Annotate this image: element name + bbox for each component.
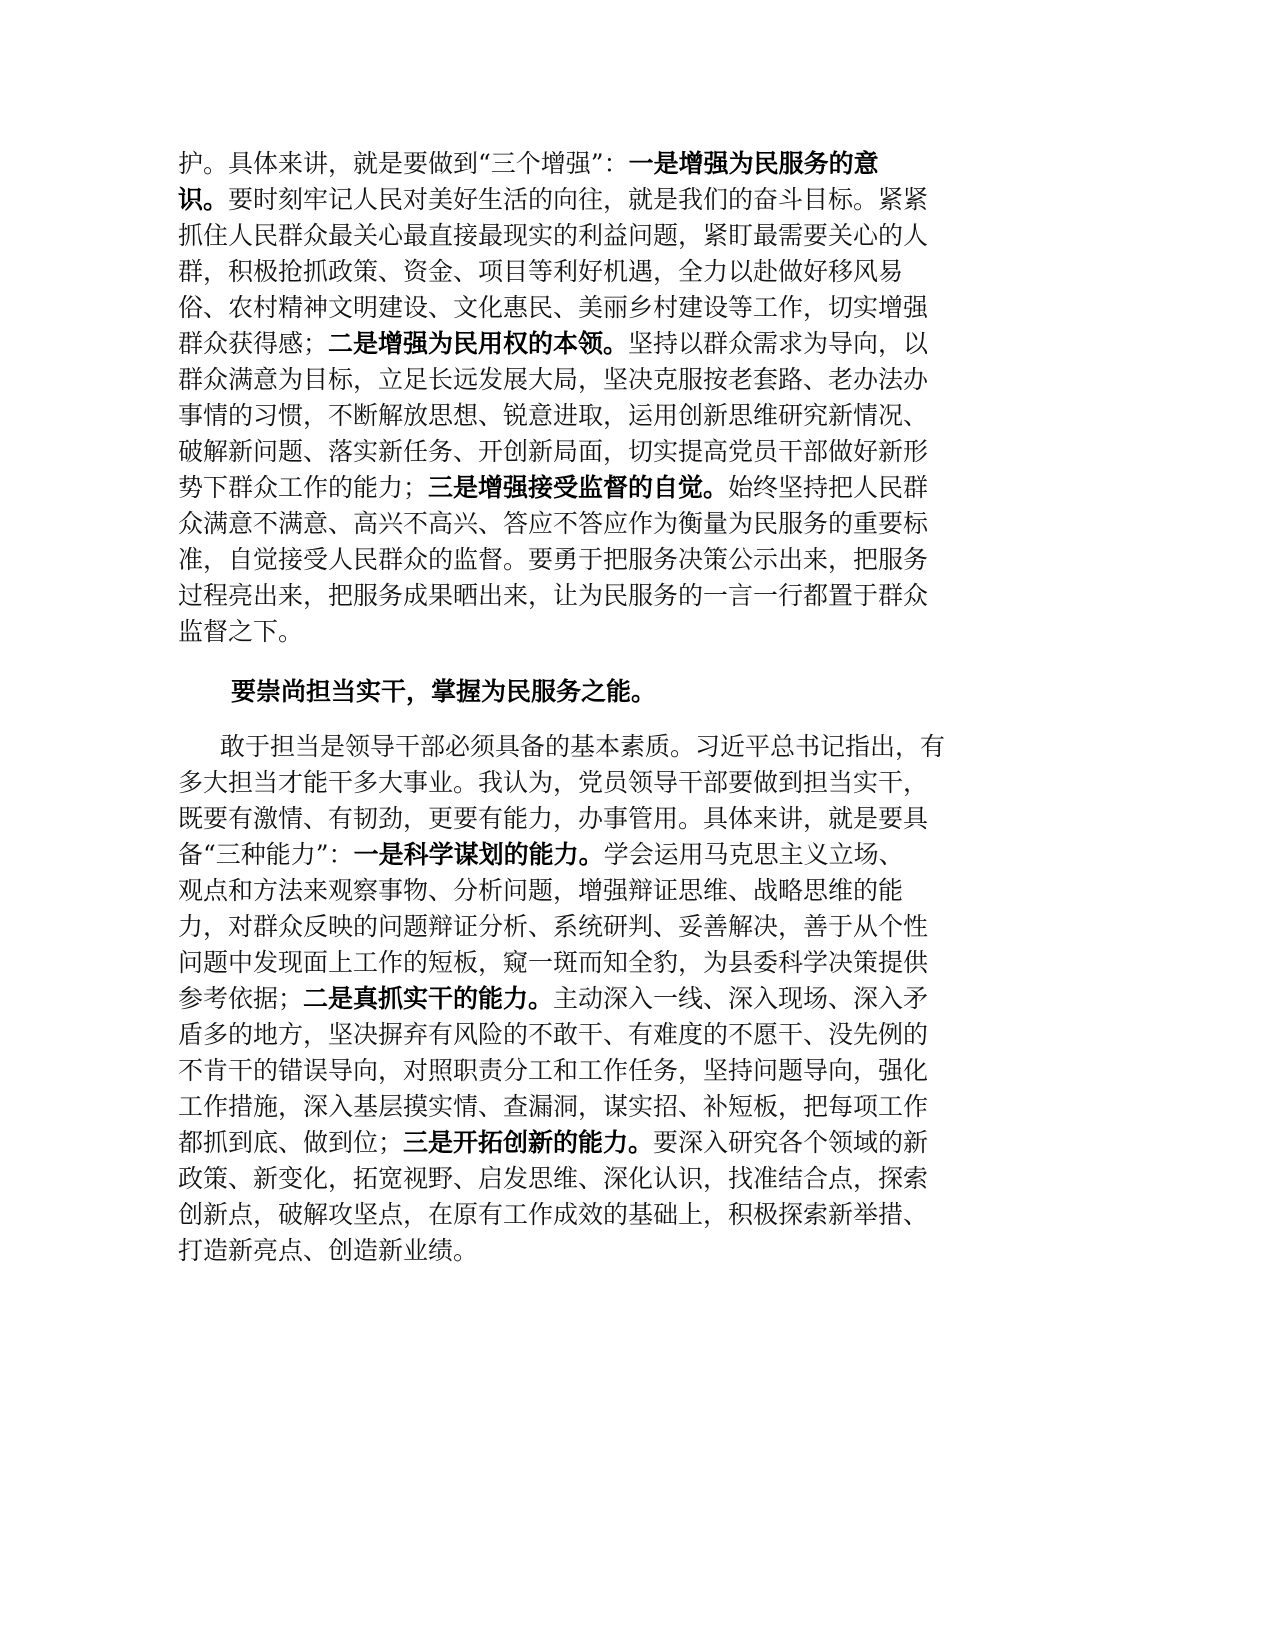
bold-phrase: 识。 <box>178 185 229 214</box>
text-line <box>178 504 928 544</box>
text-run: 学会运用马克思主义立场、 <box>603 840 904 869</box>
text-line <box>178 1159 928 1199</box>
text-run: 问题中发现面上工作的短板，窥一斑而知全豹，为县委科学决策提供 <box>178 948 929 977</box>
text-run: 坚持以群众需求为导向，以 <box>628 329 929 358</box>
bold-phrase: 一是科学谋划的能力。 <box>353 840 604 869</box>
text-line <box>178 1087 928 1127</box>
text-line <box>178 907 928 947</box>
text-line <box>178 979 928 1019</box>
text-run: 工作措施，深入基层摸实情、查漏洞，谋实招、补短板，把每项工作 <box>178 1092 929 1121</box>
bold-phrase: 一是增强为民服务的意 <box>628 149 879 178</box>
text-line <box>178 216 928 256</box>
text-run: 观点和方法来观察事物、分析问题，增强辩证思维、战略思维的能 <box>178 876 904 905</box>
text-line <box>178 540 928 580</box>
text-run: 势下群众工作的能力； <box>178 473 429 502</box>
text-run: 俗、农村精神文明建设、文化惠民、美丽乡村建设等工作，切实增强 <box>178 293 929 322</box>
text-run: 既要有激情、有韧劲，更要有能力，办事管用。具体来讲，就是要具 <box>178 804 929 833</box>
bold-phrase: 三是开拓创新的能力。 <box>403 1128 654 1157</box>
text-line <box>178 835 904 875</box>
text-run: 事情的习惯，不断解放思想、锐意进取，运用创新思维研究新情况、 <box>178 401 929 430</box>
bold-phrase: 二是增强为民用权的本领。 <box>328 329 629 358</box>
text-run: 政策、新变化，拓宽视野、启发思维、深化认识，找准结合点，探索 <box>178 1164 929 1193</box>
text-line <box>178 943 928 983</box>
text-run: 始终坚持把人民群 <box>728 473 929 502</box>
text-line <box>178 763 928 803</box>
section-heading: 要崇尚担当实干，掌握为民服务之能。 <box>231 677 657 706</box>
text-line <box>178 252 903 292</box>
text-run: 监督之下。 <box>178 617 304 646</box>
bold-phrase: 二是真抓实干的能力。 <box>303 984 554 1013</box>
text-line <box>178 360 928 400</box>
text-run: 多大担当才能干多大事业。我认为，党员领导干部要做到担当实干， <box>178 768 929 797</box>
text-run: 要时刻牢记人民对美好生活的向往，就是我们的奋斗目标。紧紧 <box>228 185 929 214</box>
text-line <box>178 1051 928 1091</box>
bold-phrase: 三是增强接受监督的自觉。 <box>428 473 729 502</box>
text-run: 都抓到底、做到位； <box>178 1128 404 1157</box>
text-line <box>178 1195 928 1235</box>
text-run: 群众满意为目标，立足长远发展大局，坚决克服按老套路、老办法办 <box>178 365 929 394</box>
text-line <box>178 468 928 508</box>
text-run: 群众获得感； <box>178 329 329 358</box>
text-run: 护。具体来讲，就是要做到“三个增强”： <box>178 149 629 178</box>
text-run: 众满意不满意、高兴不高兴、答应不答应作为衡量为民服务的重要标 <box>178 509 929 538</box>
text-line <box>178 1231 478 1271</box>
text-run: 力，对群众反映的问题辩证分析、系统研判、妥善解决，善于从个性 <box>178 912 929 941</box>
text-run: 创新点，破解攻坚点，在原有工作成效的基础上，积极探索新举措、 <box>178 1200 929 1229</box>
text-line <box>178 288 928 328</box>
text-line <box>178 1015 928 1055</box>
text-run: 过程亮出来，把服务成果晒出来，让为民服务的一言一行都置于群众 <box>178 581 929 610</box>
text-run: 盾多的地方，坚决摒弃有风险的不敢干、有难度的不愿干、没先例的 <box>178 1020 929 1049</box>
text-line <box>178 432 928 472</box>
text-run: 主动深入一线、深入现场、深入矛 <box>553 984 929 1013</box>
text-line <box>178 144 879 184</box>
text-run: 要深入研究各个领域的新 <box>653 1128 929 1157</box>
text-run: 准，自觉接受人民群众的监督。要勇于把服务决策公示出来，把服务 <box>178 545 929 574</box>
text-run: 参考依据； <box>178 984 304 1013</box>
text-run: 不肯干的错误导向，对照职责分工和工作任务，坚持问题导向，强化 <box>178 1056 929 1085</box>
text-line <box>178 1123 928 1163</box>
text-line <box>178 799 928 839</box>
text-line <box>178 612 303 652</box>
text-run: 抓住人民群众最关心最直接最现实的利益问题，紧盯最需要关心的人 <box>178 221 929 250</box>
text-line <box>220 727 945 767</box>
text-run: 敢于担当是领导干部必须具备的基本素质。习近平总书记指出，有 <box>220 732 946 761</box>
text-line <box>178 396 928 436</box>
text-run: 备“三种能力”： <box>178 840 354 869</box>
text-run: 打造新亮点、创造新业绩。 <box>178 1236 479 1265</box>
text-run: 破解新问题、落实新任务、开创新局面，切实提高党员干部做好新形 <box>178 437 929 466</box>
text-run: 群，积极抢抓政策、资金、项目等利好机遇，全力以赴做好移风易 <box>178 257 904 286</box>
text-line <box>178 576 928 616</box>
text-line <box>178 871 903 911</box>
text-line <box>178 324 928 364</box>
text-line <box>178 180 928 220</box>
